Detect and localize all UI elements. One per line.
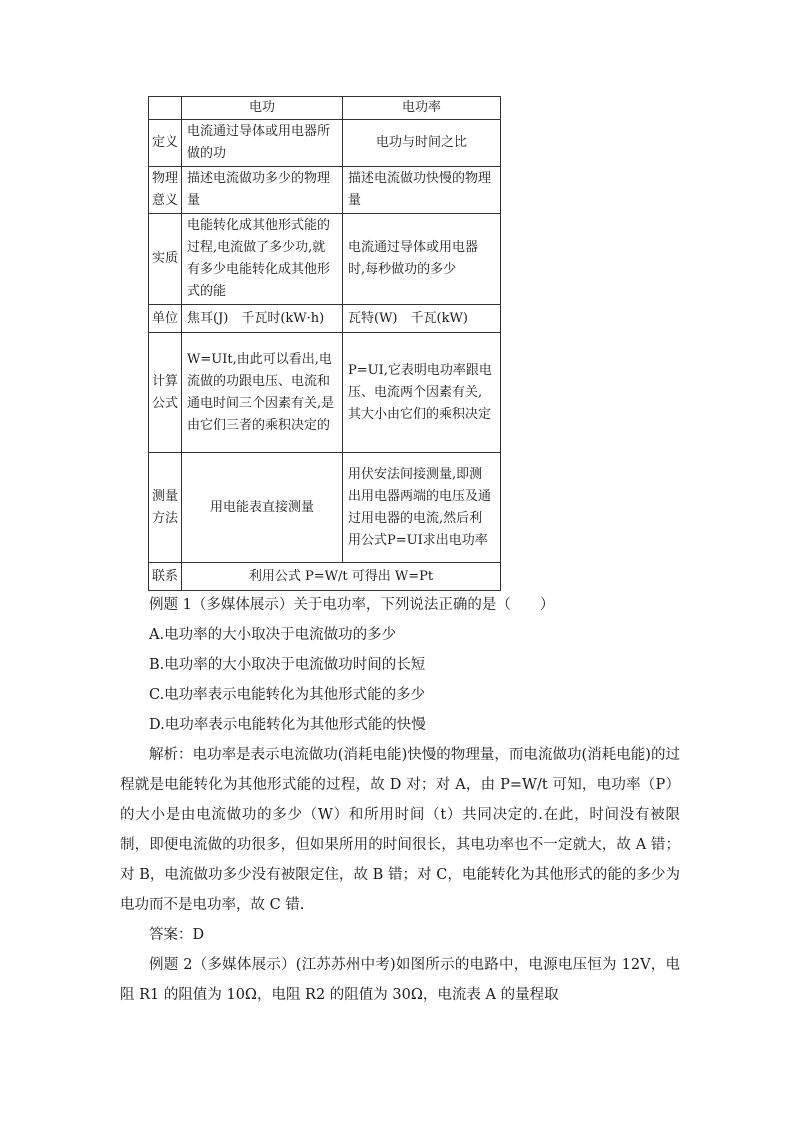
table-row bbox=[149, 333, 501, 453]
row-label: 计算公式 bbox=[149, 333, 182, 453]
main-text bbox=[120, 590, 680, 1010]
table-cell: 电能转化成其他形式能的过程,电流做了多少功,就有多少电能转化成其他形式的能 bbox=[182, 214, 343, 305]
table-header-row bbox=[149, 97, 501, 120]
table-cell: 电流通过导体或用电器时,每秒做功的多少 bbox=[343, 214, 501, 305]
header-electric-power: 电功率 bbox=[343, 97, 501, 120]
example1-analysis: 解析：电功率是表示电流做功(消耗电能)快慢的物理量，而电流做功(消耗电能)的过程就是电能转化为其他形式能的过程，故 D 对；对 A，由 P=W/t 可知，电功率（P）的大小是由电流做功的多少（W）和所用时间（t）共同决定的.在此，时间没有被限制，即便电流做的功很多，但如果所用的时间很长，其电功率也不一定就大，故 A 错；对 B，电流做功多少没有被限定住，故 B 错；对 C，电能转化为其他形式的能的多少为电功而不是电功率，故 C 错. bbox=[120, 747, 680, 913]
row-label: 实质 bbox=[149, 214, 182, 305]
table-cell: 用伏安法间接测量,即测出用电器两端的电压及通过用电器的电流,然后利用公式P=UI求出电功率 bbox=[343, 453, 501, 563]
table-cell: W=UIt,由此可以看出,电流做的功跟电压、电流和通电时间三个因素有关,是由它们三者的乘积决定的 bbox=[182, 333, 343, 453]
table-cell: 电流通过导体或用电器所做的功 bbox=[182, 120, 343, 167]
example1-question: 例题 1（多媒体展示）关于电功率，下列说法正确的是（ ） bbox=[149, 597, 555, 613]
comparison-table bbox=[148, 96, 501, 591]
example1-answer: 答案：D bbox=[149, 927, 205, 943]
table-row bbox=[149, 214, 501, 305]
table-cell: P=UI,它表明电功率跟电压、电流两个因素有关,其大小由它们的乘积决定 bbox=[343, 333, 501, 453]
table-row bbox=[149, 167, 501, 214]
table-cell: 瓦特(W) 千瓦(kW) bbox=[343, 305, 501, 333]
option-c: C.电功率表示电能转化为其他形式能的多少 bbox=[149, 687, 426, 703]
table-row bbox=[149, 453, 501, 563]
row-label: 测量方法 bbox=[149, 453, 182, 563]
option-a: A.电功率的大小取决于电流做功的多少 bbox=[149, 627, 397, 643]
row-label: 物理意义 bbox=[149, 167, 182, 214]
table-corner-cell bbox=[149, 97, 182, 120]
table-cell: 用电能表直接测量 bbox=[182, 453, 343, 563]
row-label: 联系 bbox=[149, 563, 182, 591]
table-cell: 焦耳(J) 千瓦时(kW·h) bbox=[182, 305, 343, 333]
table-cell: 描述电流做功多少的物理量 bbox=[182, 167, 343, 214]
option-d: D.电功率表示电能转化为其他形式能的快慢 bbox=[149, 717, 426, 733]
example2-text: 例题 2（多媒体展示）(江苏苏州中考)如图所示的电路中，电源电压恒为 12V，电阻 R1 的阻值为 10Ω，电阻 R2 的阻值为 30Ω，电流表 A 的量程取 bbox=[120, 957, 680, 1003]
table-row bbox=[149, 563, 501, 591]
row-label: 单位 bbox=[149, 305, 182, 333]
table-cell: 电功与时间之比 bbox=[343, 120, 501, 167]
header-electric-work: 电功 bbox=[182, 97, 343, 120]
table-cell: 描述电流做功快慢的物理量 bbox=[343, 167, 501, 214]
table-row bbox=[149, 305, 501, 333]
row-label: 定义 bbox=[149, 120, 182, 167]
option-b: B.电功率的大小取决于电流做功时间的长短 bbox=[149, 657, 426, 673]
table-merged-cell: 利用公式 P=W/t 可得出 W=Pt bbox=[182, 563, 501, 591]
table-row bbox=[149, 120, 501, 167]
